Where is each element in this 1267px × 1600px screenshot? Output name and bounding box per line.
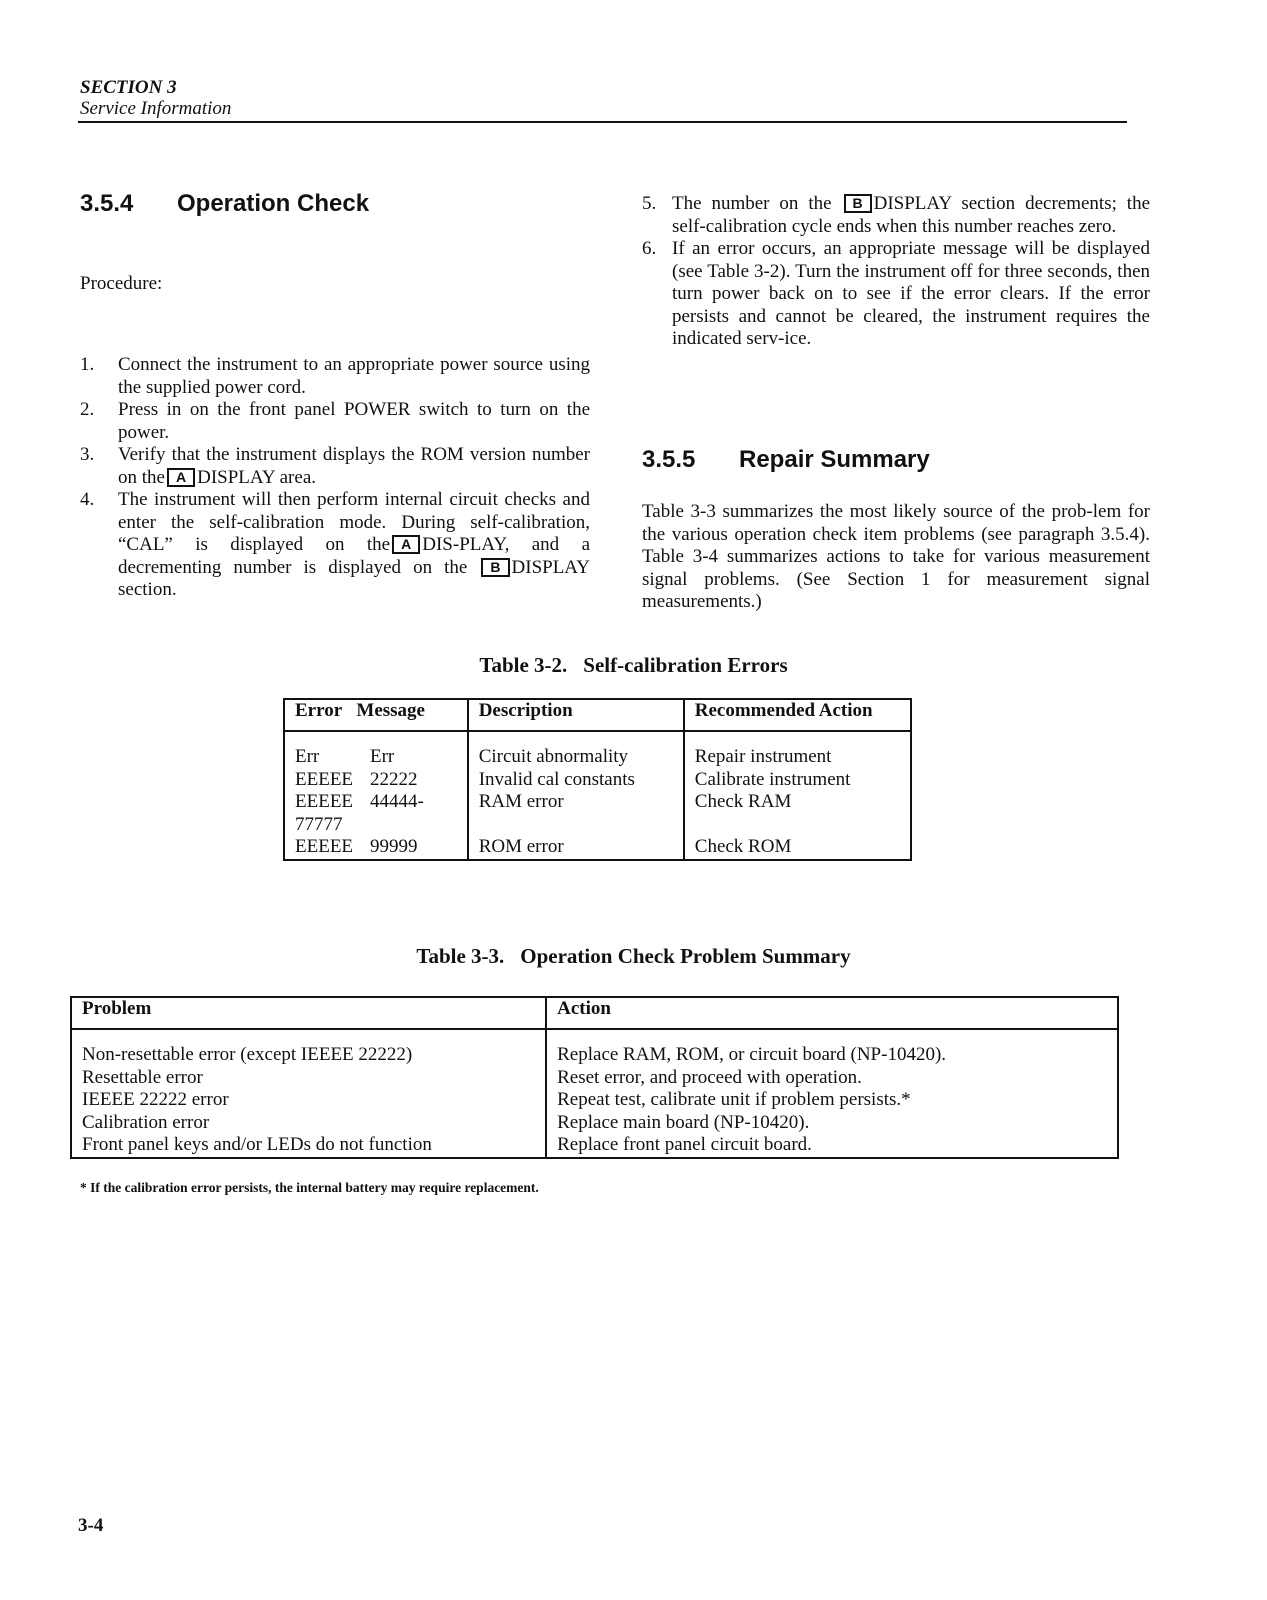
- display-a-key-icon: A: [167, 468, 195, 487]
- list-item: [642, 238, 1150, 351]
- page-number: 3-4: [78, 1515, 104, 1536]
- procedure-list-continued: [642, 193, 1150, 351]
- list-number: 6.: [642, 238, 657, 259]
- list-text: Verify that the instrument displays the ROM version number on the A DISPLAY area.: [118, 444, 590, 488]
- column-header: Recommended Action: [684, 699, 911, 731]
- column-header: Description: [468, 699, 684, 731]
- list-item: [80, 354, 590, 399]
- column-header: Action: [546, 997, 1118, 1029]
- column-header: Error Message: [284, 699, 468, 731]
- table-3-2-caption: Table 3-2. Self-calibration Errors: [479, 653, 788, 677]
- heading-title: Operation Check: [177, 190, 370, 217]
- list-number: 4.: [80, 489, 95, 510]
- procedure-label: Procedure:: [80, 273, 163, 294]
- section-label: SECTION 3: [80, 77, 177, 98]
- list-text: Connect the instrument to an appropriate power source using the supplied power cord.: [118, 354, 590, 398]
- table-row: [71, 1029, 1118, 1158]
- left-column: [80, 190, 590, 602]
- list-number: 5.: [642, 193, 657, 214]
- heading-operation-check: [80, 190, 590, 218]
- table-self-calibration-errors: [283, 698, 912, 861]
- list-text: If an error occurs, an appropriate message will be displayed (see Table 3-2). Turn the instrument off for three seconds, then turn power back on to see if the error clears. If the error persists and cannot be cleared, the instrument requires the indicated serv-ice.: [672, 238, 1150, 349]
- display-a-key-icon: A: [392, 535, 420, 554]
- table-row: [284, 731, 911, 860]
- footnote: * If the calibration error persists, the internal battery may require replacement.: [80, 1180, 539, 1195]
- section-subtitle: Service Information: [80, 98, 232, 119]
- list-item: [80, 489, 590, 602]
- repair-summary-section: [642, 446, 1150, 614]
- heading-title: Repair Summary: [739, 446, 930, 473]
- right-column: [642, 193, 1150, 351]
- list-item: [80, 444, 590, 489]
- problem-cell: Non-resettable error (except IEEEE 22222) Resettable error IEEEE 22222 error Calibration error Front panel keys and/or LEDs do not function: [71, 1029, 546, 1158]
- list-number: 3.: [80, 444, 95, 465]
- list-item: [642, 193, 1150, 238]
- list-number: 1.: [80, 354, 95, 375]
- list-text: The instrument will then perform internal circuit checks and enter the self-calibration mode. During self-calibration, “CAL” is displayed on the A DIS-PLAY, and a decrementing number is displayed on the B DISPLAY section.: [118, 489, 591, 600]
- list-text: The number on the B DISPLAY section decrements; the self-calibration cycle ends when this number reaches zero.: [672, 193, 1150, 237]
- heading-number: 3.5.4: [80, 190, 134, 217]
- heading-number: 3.5.5: [642, 446, 696, 473]
- header-rule: [78, 121, 1127, 123]
- display-b-key-icon: B: [481, 558, 509, 577]
- heading-repair-summary: [642, 446, 1150, 474]
- table-operation-check-problem-summary: [70, 996, 1119, 1159]
- repair-summary-text: Table 3-3 summarizes the most likely source of the prob-lem for the various operation check item problems (see paragraph 3.5.4). Table 3-4 summarizes actions to take for various measurement signal problems. (See Section 1 for measurement signal measurements.): [642, 501, 1150, 612]
- action-cell: Repair instrument Calibrate instrument Check RAM Check ROM: [684, 731, 911, 860]
- list-text: Press in on the front panel POWER switch to turn on the power.: [118, 399, 590, 443]
- error-message-cell: Err Err EEEEE 22222 EEEEE 44444- 77777 EEEEE 99999: [284, 731, 468, 860]
- list-number: 2.: [80, 399, 95, 420]
- table-3-3-caption: Table 3-3. Operation Check Problem Summary: [416, 944, 851, 968]
- display-b-key-icon: B: [844, 194, 872, 213]
- procedure-list: [80, 354, 590, 602]
- running-header: [80, 77, 231, 119]
- action-cell: Replace RAM, ROM, or circuit board (NP-10420). Reset error, and proceed with operation. Repeat test, calibrate unit if problem persists.* Replace main board (NP-10420). Replace front panel circuit board.: [546, 1029, 1118, 1158]
- list-item: [80, 399, 590, 444]
- column-header: Problem: [71, 997, 546, 1029]
- description-cell: Circuit abnormality Invalid cal constants RAM error ROM error: [468, 731, 684, 860]
